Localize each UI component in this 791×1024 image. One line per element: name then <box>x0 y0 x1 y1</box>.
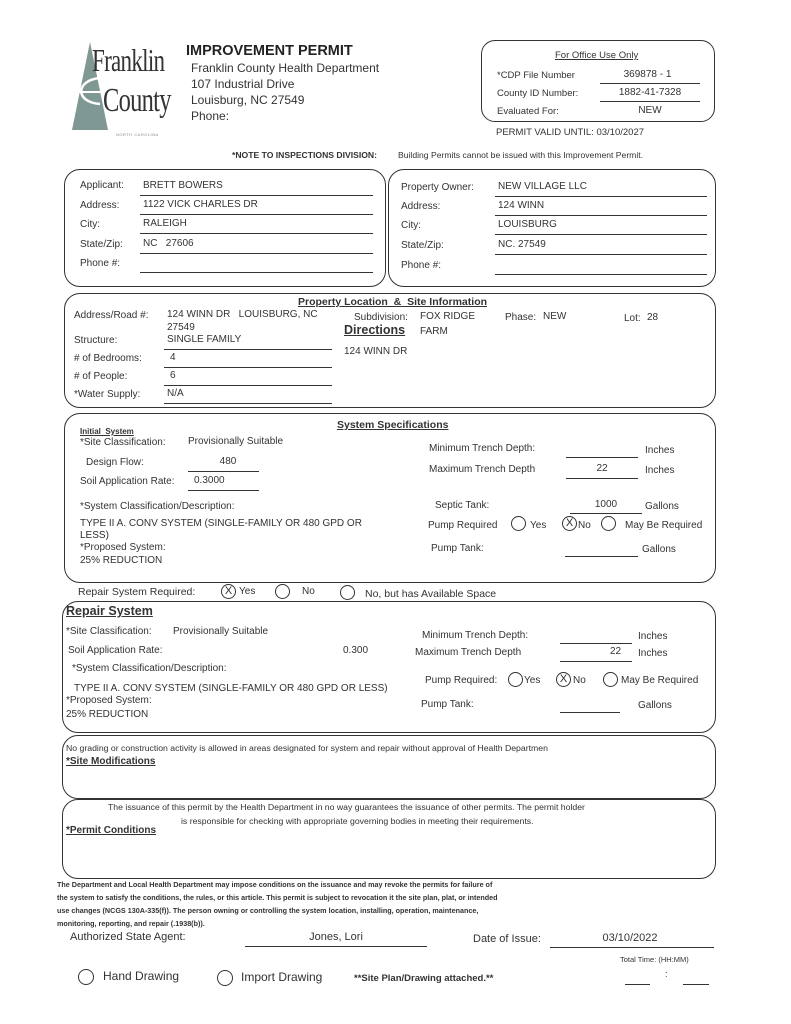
subdivision-label: Subdivision: <box>354 312 408 323</box>
county-id-value: 1882-41-7328 <box>618 87 682 98</box>
repair-min-trench-underline <box>560 643 632 644</box>
people-underline <box>164 385 332 386</box>
applicant-city: RALEIGH <box>143 218 187 229</box>
property-address-label: Address/Road #: <box>74 310 149 321</box>
repair-max-trench-underline <box>560 661 632 662</box>
legal-line3: use changes (NCGS 130A-335(f)). The person owning or controlling the system location, installing, operation, maintenance, <box>57 906 479 915</box>
owner-statezip-label: State/Zip: <box>401 240 444 251</box>
repair-soil-rate: 0.300 <box>343 645 369 656</box>
owner-city: LOUISBURG <box>498 219 557 230</box>
initial-max-unit: Inches <box>645 465 675 476</box>
permit-valid-until: PERMIT VALID UNTIL: 03/10/2027 <box>496 127 645 138</box>
department-name: Franklin County Health Department <box>191 61 380 75</box>
logo-tagline: NORTH CAROLINA <box>116 132 159 137</box>
owner-statezip: NC. 27549 <box>498 239 546 250</box>
repair-site-class: Provisionally Suitable <box>173 626 269 637</box>
evaluated-value: NEW <box>638 105 662 116</box>
initial-sys-class-cut <box>80 530 109 541</box>
applicant-name: BRETT BOWERS <box>143 180 223 191</box>
people-value: 6 <box>170 370 176 381</box>
repair-pump-maybe-label: May Be Required <box>621 675 699 686</box>
repair-max-unit: Inches <box>638 648 668 659</box>
repair-soil-rate-label: Soil Application Rate: <box>68 645 163 656</box>
owner-phone-underline <box>495 274 707 275</box>
owner-city-underline <box>495 234 707 235</box>
county-id-label: County ID Number: <box>497 88 579 99</box>
property-address-line1: 124 WINN DR LOUISBURG, NC <box>167 309 318 320</box>
lot-label: Lot: <box>624 313 641 324</box>
design-flow-label: Design Flow: <box>86 457 144 468</box>
initial-min-trench-underline <box>566 457 638 458</box>
applicant-phone-label: Phone #: <box>80 258 121 269</box>
office-use-title: For Office Use Only <box>555 50 639 61</box>
page-title: IMPROVEMENT PERMIT <box>186 43 353 59</box>
site-modifications-title: *Site Modifications <box>66 756 156 767</box>
repair-required-yes-radio[interactable]: X <box>221 584 236 599</box>
bedrooms-label: # of Bedrooms: <box>74 353 142 364</box>
repair-pump-maybe-radio[interactable] <box>603 672 618 687</box>
initial-pump-no-radio[interactable]: X <box>562 516 577 531</box>
septic-tank-value: 1000 <box>594 499 618 510</box>
property-section-title: Property Location & Site Information <box>298 296 488 308</box>
initial-system-title: Initial System <box>80 427 134 436</box>
phase-label: Phase: <box>505 312 537 323</box>
owner-address-label: Address: <box>401 201 441 212</box>
bedrooms-underline <box>164 367 332 368</box>
applicant-city-underline <box>140 233 373 234</box>
legal-line1: The Department and Local Health Department may impose conditions on the issuance and may revoke the permits for failure of <box>57 880 493 889</box>
water-supply-value: N/A <box>167 388 184 399</box>
county-id-underline <box>600 101 700 102</box>
people-label: # of People: <box>74 371 128 382</box>
structure-label: Structure: <box>74 335 118 346</box>
logo-franklin: Franklin <box>92 42 165 78</box>
septic-tank-label: Septic Tank: <box>435 500 490 511</box>
initial-proposed: 25% REDUCTION <box>80 555 163 566</box>
initial-pump-tank-label: Pump Tank: <box>431 543 484 554</box>
total-time-minutes-field <box>683 984 709 985</box>
repair-max-trench-label: Maximum Trench Depth <box>415 647 522 658</box>
inspection-note-label: *NOTE TO INSPECTIONS DIVISION: <box>232 150 377 160</box>
directions-label: Directions <box>344 323 406 337</box>
total-time-separator: : <box>665 969 668 979</box>
applicant-statezip: NC 27606 <box>143 238 194 249</box>
owner-statezip-underline <box>495 254 707 255</box>
structure-value: SINGLE FAMILY <box>167 334 242 345</box>
phase-value: NEW <box>543 311 567 322</box>
repair-pump-no-label: No <box>573 675 586 686</box>
import-drawing-radio[interactable] <box>217 970 233 986</box>
repair-proposed: 25% REDUCTION <box>66 709 149 720</box>
applicant-address: 1122 VICK CHARLES DR <box>143 199 258 210</box>
county-logo <box>70 40 180 145</box>
legal-line4-clip <box>57 918 205 928</box>
date-issue-value: 03/10/2022 <box>602 932 658 944</box>
repair-min-unit: Inches <box>638 631 668 642</box>
directions-value: 124 WINN DR <box>344 346 408 357</box>
structure-underline <box>164 349 332 350</box>
permit-conditions-title: *Permit Conditions <box>66 825 157 836</box>
department-address2: Louisburg, NC 27549 <box>191 93 305 107</box>
design-flow-underline <box>188 471 259 472</box>
owner-city-label: City: <box>401 220 421 231</box>
total-time-hours-field <box>625 984 650 985</box>
initial-min-unit: Inches <box>645 445 675 456</box>
repair-pump-yes-label: Yes <box>524 675 541 686</box>
initial-sys-class-label: *System Classification/Description: <box>80 501 235 512</box>
evaluated-label: Evaluated For: <box>497 106 559 117</box>
permit-conditions-line1: The issuance of this permit by the Health Department in no way guarantees the issuance of other permits. The permit holder <box>108 802 585 812</box>
applicant-statezip-label: State/Zip: <box>80 239 123 250</box>
hand-drawing-label: Hand Drawing <box>103 969 180 983</box>
system-specs-title: System Specifications <box>337 419 449 431</box>
site-modifications-text: No grading or construction activity is allowed in areas designated for system and repair without approval of Health Departmen <box>66 743 548 753</box>
initial-pump-maybe-label: May Be Required <box>625 520 703 531</box>
design-flow-value: 480 <box>219 456 237 467</box>
initial-sys-class: TYPE II A. CONV SYSTEM (SINGLE-FAMILY OR 480 GPD OR <box>80 518 362 529</box>
repair-pump-no-radio[interactable]: X <box>556 672 571 687</box>
owner-address: 124 WINN <box>498 200 545 211</box>
repair-required-label: Repair System Required: <box>78 586 196 598</box>
hand-drawing-radio[interactable] <box>78 969 94 985</box>
cdp-label: *CDP File Number <box>497 70 575 81</box>
date-issue-underline <box>550 947 714 948</box>
water-supply-label: *Water Supply: <box>74 389 141 400</box>
owner-label: Property Owner: <box>401 182 474 193</box>
water-supply-underline <box>164 403 332 404</box>
initial-sys-class-cut-text: LESS) <box>80 530 109 541</box>
soil-rate-underline <box>188 490 259 491</box>
repair-sys-class-label: *System Classification/Description: <box>72 663 227 674</box>
department-phone: Phone: <box>191 109 230 123</box>
inspection-note-text: Building Permits cannot be issued with this Improvement Permit. <box>398 150 644 160</box>
initial-soil-rate: 0.3000 <box>194 475 225 486</box>
repair-max-trench: 22 <box>610 646 622 657</box>
site-plan-attached: **Site Plan/Drawing attached.** <box>354 973 494 984</box>
repair-system-title: Repair System <box>66 604 153 618</box>
applicant-label: Applicant: <box>80 180 124 191</box>
initial-min-trench-label: Minimum Trench Depth: <box>429 443 536 454</box>
total-time-label: Total Time: (HH:MM) <box>620 955 689 964</box>
repair-sys-class: TYPE II A. CONV SYSTEM (SINGLE-FAMILY OR 480 GPD OR LESS) <box>74 683 388 694</box>
owner-address-underline <box>495 215 707 216</box>
owner-name-underline <box>495 196 707 197</box>
initial-pump-tank-unit: Gallons <box>642 544 676 555</box>
applicant-statezip-underline <box>140 253 373 254</box>
initial-max-trench-label: Maximum Trench Depth <box>429 464 536 475</box>
initial-proposed-label: *Proposed System: <box>80 542 166 553</box>
agent-value: Jones, Lori <box>309 931 363 943</box>
repair-pump-tank-underline <box>560 712 620 713</box>
repair-required-space-label: No, but has Available Space <box>365 588 497 600</box>
date-issue-label: Date of Issue: <box>473 933 541 945</box>
initial-pump-label: Pump Required <box>428 520 498 531</box>
legal-line4: monitoring, reporting, and repair (.1938(b)). <box>57 919 205 928</box>
repair-required-no-label: No <box>302 586 315 597</box>
applicant-name-underline <box>140 195 373 196</box>
septic-tank-underline <box>570 513 642 514</box>
initial-pump-no-label: No <box>578 520 591 531</box>
cdp-value: 369878 - 1 <box>623 69 672 80</box>
repair-pump-tank-unit: Gallons <box>638 700 672 711</box>
repair-pump-label: Pump Required: <box>425 675 498 686</box>
owner-name: NEW VILLAGE LLC <box>498 181 587 192</box>
initial-max-trench: 22 <box>596 463 608 474</box>
repair-proposed-label: *Proposed System: <box>66 695 152 706</box>
repair-pump-tank-label: Pump Tank: <box>421 699 474 710</box>
subdivision-line2: FARM <box>420 326 448 337</box>
initial-max-trench-underline <box>566 478 638 479</box>
permit-conditions-line2: is responsible for checking with appropriate governing bodies in meeting their requirements. <box>181 816 534 826</box>
repair-required-no-radio[interactable] <box>275 584 290 599</box>
subdivision-line1: FOX RIDGE <box>420 311 476 322</box>
legal-line2: the system to satisfy the conditions, the rules, or this article. This permit is subject to revocation it the site plan, plat, or intended <box>57 893 498 902</box>
property-address-line2: 27549 <box>167 322 195 333</box>
logo-county: County <box>103 82 171 119</box>
initial-site-class: Provisionally Suitable <box>188 436 284 447</box>
repair-min-trench-label: Minimum Trench Depth: <box>422 630 529 641</box>
repair-pump-yes-radio[interactable] <box>508 672 523 687</box>
initial-site-class-label: *Site Classification: <box>80 437 166 448</box>
initial-pump-maybe-radio[interactable] <box>601 516 616 531</box>
applicant-address-label: Address: <box>80 200 120 211</box>
applicant-city-label: City: <box>80 219 100 230</box>
import-drawing-label: Import Drawing <box>241 970 323 984</box>
repair-site-class-label: *Site Classification: <box>66 626 152 637</box>
agent-label: Authorized State Agent: <box>70 931 186 943</box>
initial-pump-tank-underline <box>565 556 638 557</box>
agent-underline <box>245 946 427 947</box>
owner-phone-label: Phone #: <box>401 260 442 271</box>
initial-pump-yes-label: Yes <box>530 520 547 531</box>
repair-required-yes-label: Yes <box>239 586 256 597</box>
repair-required-space-radio[interactable] <box>340 585 355 600</box>
septic-tank-unit: Gallons <box>645 501 679 512</box>
applicant-address-underline <box>140 214 373 215</box>
initial-soil-rate-label: Soil Application Rate: <box>80 476 175 487</box>
cdp-underline <box>600 83 700 84</box>
lot-value: 28 <box>647 312 659 323</box>
bedrooms-value: 4 <box>170 352 176 363</box>
initial-pump-yes-radio[interactable] <box>511 516 526 531</box>
applicant-phone-underline <box>140 272 373 273</box>
department-address1: 107 Industrial Drive <box>191 77 295 91</box>
